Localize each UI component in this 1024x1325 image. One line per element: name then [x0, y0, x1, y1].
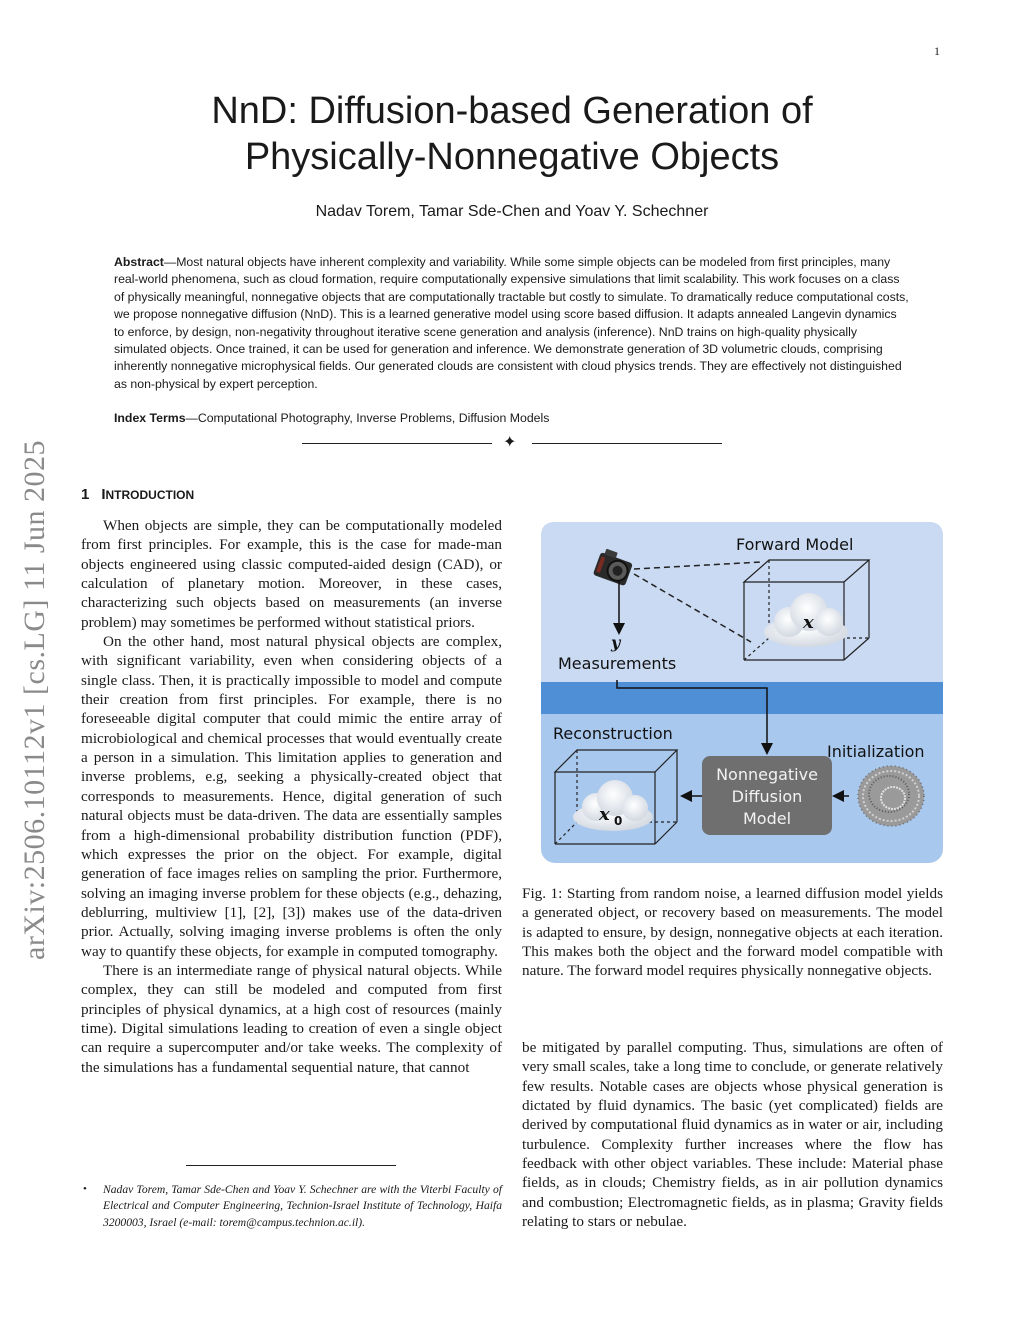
- paragraph-3: There is an intermediate range of physical natural objects. While complex, they can still be modeled and computed from first principles of physical dynamics, at a high cost of resources (mainly time). Digital simulations leading to creation of even a single object can require a supercomputer and/or take weeks. The complexity of the simulations has a fundamental sequential nature, that cannot: [81, 961, 502, 1076]
- nnd-label-line1: Nonnegative: [716, 765, 818, 784]
- index-terms-label: Index Terms: [114, 411, 186, 425]
- title-line-2: Physically-Nonnegative Objects: [244, 136, 780, 178]
- reconstruction-label: Reconstruction: [553, 724, 673, 743]
- page-number: 1: [934, 44, 940, 58]
- initialization-label: Initialization: [827, 742, 925, 761]
- forward-model-label: Forward Model: [736, 535, 854, 554]
- paper-title: [150, 88, 874, 180]
- figure-caption: Fig. 1: Starting from random noise, a learned diffusion model yields a generated object, or recovery based on measurements. The model is adapted to ensure, by design, nonnegative objects at each iteration. This makes both the object and the forward model compatible with nature. The forward model requires physically nonnegative objects.: [522, 885, 943, 980]
- footnote: Nadav Torem, Tamar Sde-Chen and Yoav Y. Schechner are with the Viterbi Faculty of Electrical and Computer Engineering, Technion-Israel Institute of Technology, Haifa 3200003, Israel (e-mail: torem@campus.technion.ac.il).: [103, 1183, 502, 1229]
- separator-star-icon: ✦: [503, 434, 517, 451]
- right-column: be mitigated by parallel computing. Thus, simulations are often of very small scales, take a long time to conclude, or generate relatively few results. Notable cases are objects whose physical generation is dictated by fluid dynamics. The basic (yet complicated) fields are derived by computational fluid dynamics as in water or air, including turbulence. Complexity further increases where the flow has feedback with other object variables. These include: Material phase fields, as in clouds; Chemistry fields, as in air pollution dynamics and combustion; Electromagnetic fields, as in plasma; Gravity fields relating to stars or nebulae.: [522, 1039, 943, 1231]
- separator-rule-right: [532, 443, 722, 444]
- title-line-1: NnD: Diffusion-based Generation of: [211, 90, 813, 132]
- index-terms: [114, 411, 910, 425]
- nnd-label-line3: Model: [742, 809, 792, 828]
- abstract-text: —Most natural objects have inherent complexity and variability. While some simple objects can be modeled from first principles, many real-world phenomena, such as cloud formation, require computationally expensive simulations that limit scalability. This work focuses on a class of physically meaningful, nonnegative objects that are computationally tractable but costly to simulate. To dramatically reduce computational costs, we propose nonnegative diffusion (NnD). This is a learned generative model using score based diffusion. It adapts annealed Langevin dynamics to enforce, by design, non-negativity throughout iterative scene generation and analysis (inference). NnD trains on high-quality physically simulated objects. Once trained, it can be used for generation and inference. We demonstrate generation of 3D volumetric clouds, comprising inherently nonnegative microphysical fields. Our generated clouds are consistent with cloud physics trends. They are effectively not distinguished as non-physical by expert perception.: [114, 255, 909, 391]
- section-title-rest: NTRODUCTION: [105, 488, 195, 502]
- noise-blob-icon: [858, 766, 924, 826]
- section-number: 1: [81, 486, 90, 503]
- reconstruction-x-subscript: 0: [614, 814, 623, 828]
- section-heading: [81, 486, 194, 503]
- paragraph-2: On the other hand, most natural physical objects are complex, with significant variability, even when considering objects of a single class. Then, it is practically impossible to model and compute their creation from first principles. For example, there is no foreseeable digital computer that could mimic the entire array of microbiological and chemical processes that would eventually create a person in a simulation. This limitation applies to generation and inverse problems, e.g, seeking a physically-created object that corresponds to measurements. Hence, digital generation of such natural objects must be data-driven. The data are essentially samples from a high-dimensional probability distribution function (PDF), which expresses the prior on the object. For example, digital generation of face images relies on sampling the prior. Furthermore, solving an imaging inverse problem for these objects (e.g., dehazing, deblurring, multiview [1], [2], [3]) makes use of the data-driven prior. Actually, solving imaging inverse problems is often the only way to quantify these objects, for example in computed tomography.: [81, 633, 502, 960]
- section-title-initial: I: [101, 486, 106, 503]
- abstract: [114, 254, 910, 393]
- footnote-rule: [186, 1165, 396, 1166]
- footnote-bullet: •: [83, 1183, 87, 1195]
- nnd-label-line2: Diffusion: [731, 787, 803, 806]
- authors: Nadav Torem, Tamar Sde-Chen and Yoav Y. Schechner: [315, 203, 709, 220]
- arxiv-stamp: arXiv:2506.10112v1 [cs.LG] 11 Jun 2025: [18, 439, 51, 960]
- reconstruction-x-label: x: [599, 804, 610, 825]
- paragraph-1: When objects are simple, they can be computationally modeled from first principles. For example, this is the case for made-man objects engineered using classic computed-aided design (CAD), or calculation of planetary motion. Moreover, in these cases, characterizing such objects based on measurements (an inverse problem) may sometimes be performed without statistical priors.: [81, 517, 502, 631]
- divider-band: [541, 682, 943, 714]
- index-terms-text: —Computational Photography, Inverse Problems, Diffusion Models: [185, 411, 550, 425]
- forward-x-label: x: [803, 612, 814, 633]
- measurements-label: Measurements: [558, 654, 677, 673]
- separator-rule-left: [302, 443, 492, 444]
- abstract-label: Abstract: [114, 255, 164, 269]
- left-column: [81, 516, 502, 1077]
- figure-1-diagram: [541, 522, 943, 863]
- measurement-y-label: y: [611, 633, 621, 652]
